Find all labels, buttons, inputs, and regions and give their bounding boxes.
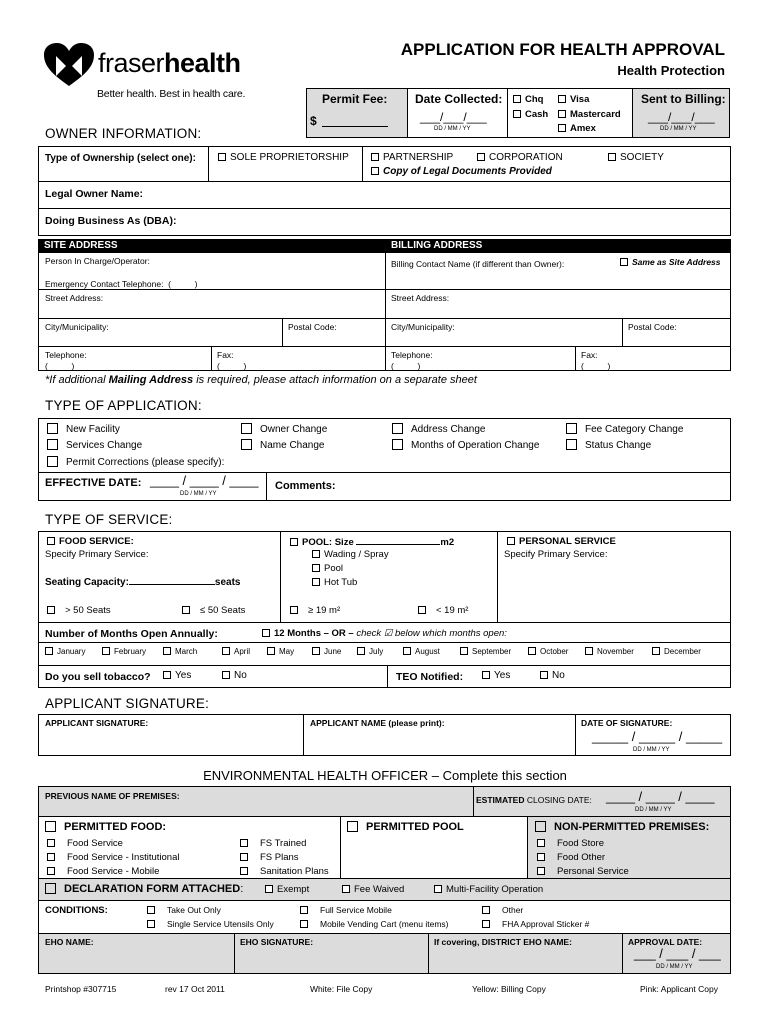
pay-cash-checkbox[interactable]: Cash <box>513 109 548 120</box>
site-telephone-paren: ( ) <box>45 361 75 371</box>
billing-telephone-label: Telephone: <box>391 350 433 360</box>
signature-date-format: DD / MM / YY <box>633 747 670 753</box>
approval-date-format: DD / MM / YY <box>656 964 693 970</box>
pay-chq-checkbox[interactable]: Chq <box>513 94 543 105</box>
specify-personal-label: Specify Primary Service: <box>504 549 608 560</box>
org-name-light: fraser <box>98 48 165 78</box>
month-july-checkbox[interactable]: July <box>357 647 383 656</box>
month-march-checkbox[interactable]: March <box>163 647 197 656</box>
status-change-checkbox[interactable]: Status Change <box>566 439 651 451</box>
estimated-closing-label: ESTIMATED CLOSING DATE: <box>476 795 592 805</box>
effective-date-input[interactable]: ____ / ____ / ____ <box>150 473 259 488</box>
new-facility-checkbox[interactable]: New Facility <box>47 423 120 435</box>
name-change-checkbox[interactable]: Name Change <box>241 439 324 451</box>
permit-fee-input[interactable] <box>322 114 388 127</box>
pool-size-input[interactable] <box>356 536 440 545</box>
multi-facility-checkbox[interactable]: Multi-Facility Operation <box>434 884 543 895</box>
billing-contact-label: Billing Contact Name (if different than Owner): <box>391 259 565 269</box>
fs-trained-checkbox[interactable]: FS Trained <box>240 838 306 849</box>
food-institutional-checkbox[interactable]: Food Service - Institutional <box>47 852 179 863</box>
fha-sticker-checkbox[interactable]: FHA Approval Sticker # <box>482 919 589 929</box>
food-mobile-checkbox[interactable]: Food Service - Mobile <box>47 866 159 877</box>
conditions-label: CONDITIONS: <box>45 905 108 916</box>
comments-label: Comments: <box>275 480 336 492</box>
sent-to-billing-input[interactable]: ___/___/___ <box>648 110 715 124</box>
under-19m2-checkbox[interactable]: < 19 m² <box>418 605 468 616</box>
services-change-checkbox[interactable]: Services Change <box>47 439 142 451</box>
hot-tub-checkbox[interactable]: Hot Tub <box>312 577 357 588</box>
date-of-signature-input[interactable]: _____ / _____ / _____ <box>592 729 723 744</box>
specify-food-label: Specify Primary Service: <box>45 549 149 560</box>
personal-service-checkbox[interactable]: PERSONAL SERVICE <box>507 536 616 547</box>
date-collected-input[interactable]: ___/___/___ <box>420 110 487 124</box>
months-open-label: Number of Months Open Annually: <box>45 628 218 640</box>
month-february-checkbox[interactable]: February <box>102 647 146 656</box>
month-october-checkbox[interactable]: October <box>528 647 568 656</box>
approval-date-label: APPROVAL DATE: <box>628 937 703 947</box>
billing-street-label: Street Address: <box>391 293 450 303</box>
fs-plans-checkbox[interactable]: FS Plans <box>240 852 299 863</box>
month-checkboxes <box>45 647 731 661</box>
applicant-signature-heading: APPLICANT SIGNATURE: <box>45 696 210 711</box>
ownership-type-label: Type of Ownership (select one): <box>45 153 196 164</box>
legal-owner-name-label: Legal Owner Name: <box>45 188 144 200</box>
copy-legal-docs-checkbox[interactable]: Copy of Legal Documents Provided <box>371 166 552 177</box>
month-december-checkbox[interactable]: December <box>652 647 701 656</box>
permit-fee-label: Permit Fee: <box>322 92 388 106</box>
food-service-checkbox[interactable]: FOOD SERVICE: <box>47 536 134 547</box>
billing-telephone-paren: ( ) <box>391 361 421 371</box>
address-change-checkbox[interactable]: Address Change <box>392 423 486 435</box>
sole-proprietorship-checkbox[interactable]: SOLE PROPRIETORSHIP <box>218 152 349 163</box>
partnership-checkbox[interactable]: PARTNERSHIP <box>371 152 453 163</box>
permitted-pool-checkbox[interactable]: PERMITTED POOL <box>347 821 464 833</box>
month-november-checkbox[interactable]: November <box>585 647 634 656</box>
fee-waived-checkbox[interactable]: Fee Waived <box>342 884 404 895</box>
exempt-checkbox[interactable]: Exempt <box>265 884 309 895</box>
sanitation-plans-checkbox[interactable]: Sanitation Plans <box>240 866 329 877</box>
applicant-signature-label: APPLICANT SIGNATURE: <box>45 718 149 728</box>
heart-logo-icon <box>42 42 96 88</box>
eho-signature-label: EHO SIGNATURE: <box>240 937 314 947</box>
previous-name-label: PREVIOUS NAME OF PREMISES: <box>45 791 180 801</box>
billing-city-label: City/Municipality: <box>391 322 455 332</box>
food-store-checkbox[interactable]: Food Store <box>537 838 604 849</box>
form-subtitle: Health Protection <box>617 63 725 78</box>
pool-checkbox[interactable]: POOL: Size m2 <box>290 536 454 548</box>
site-street-label: Street Address: <box>45 293 104 303</box>
person-in-charge-label: Person In Charge/Operator: <box>45 256 150 266</box>
same-as-site-checkbox[interactable]: Same as Site Address <box>620 257 721 267</box>
date-collected-label: Date Collected: <box>415 92 503 106</box>
pool-option-checkbox[interactable]: Pool <box>312 563 343 574</box>
org-name-bold: health <box>164 48 241 78</box>
site-city-label: City/Municipality: <box>45 322 109 332</box>
mailing-address-note: *If additional Mailing Address is required, please attach information on a separate sheet <box>45 374 477 386</box>
month-september-checkbox[interactable]: September <box>460 647 511 656</box>
sent-billing-format: DD / MM / YY <box>660 126 697 132</box>
month-may-checkbox[interactable]: May <box>267 647 294 656</box>
pay-amex-checkbox[interactable]: Amex <box>558 123 596 134</box>
pink-copy: Pink: Applicant Copy <box>640 984 718 994</box>
eho-heading: ENVIRONMENTAL HEALTH OFFICER – Complete this section <box>203 768 567 783</box>
month-august-checkbox[interactable]: August <box>403 647 440 656</box>
under-50-seats-checkbox[interactable]: ≤ 50 Seats <box>182 605 245 616</box>
eho-name-label: EHO NAME: <box>45 937 94 947</box>
pay-mastercard-checkbox[interactable]: Mastercard <box>558 109 621 120</box>
date-of-signature-label: DATE OF SIGNATURE: <box>581 718 673 728</box>
food-other-checkbox[interactable]: Food Other <box>537 852 605 863</box>
pay-visa-checkbox[interactable]: Visa <box>558 94 589 105</box>
billing-address-heading: BILLING ADDRESS <box>385 239 731 253</box>
permitted-food-checkbox[interactable]: PERMITTED FOOD: <box>45 821 166 833</box>
teo-notified-label: TEO Notified: <box>396 671 464 683</box>
months-change-checkbox[interactable]: Months of Operation Change <box>392 439 539 451</box>
single-use-checkbox[interactable]: Single Service Utensils Only <box>147 919 274 929</box>
effective-date-label: EFFECTIVE DATE: <box>45 477 142 489</box>
seating-capacity-input[interactable] <box>129 575 215 585</box>
estimated-closing-input[interactable]: ____ / ____ / ____ <box>606 789 715 804</box>
applicant-name-label: APPLICANT NAME (please print): <box>310 718 445 728</box>
teo-no-checkbox[interactable]: No <box>540 670 565 681</box>
revision-date: rev 17 Oct 2011 <box>165 984 225 994</box>
form-title: APPLICATION FOR HEALTH APPROVAL <box>400 40 725 59</box>
corporation-checkbox[interactable]: CORPORATION <box>477 152 563 163</box>
billing-fax-paren: ( ) <box>581 361 611 371</box>
declaration-checkbox[interactable]: DECLARATION FORM ATTACHED: <box>45 883 243 895</box>
site-postal-label: Postal Code: <box>288 322 337 332</box>
month-january-checkbox[interactable]: January <box>45 647 85 656</box>
sent-to-billing-label: Sent to Billing: <box>641 92 726 106</box>
tobacco-no-checkbox[interactable]: No <box>222 670 247 681</box>
tobacco-label: Do you sell tobacco? <box>45 671 151 683</box>
over-19m2-checkbox[interactable]: ≥ 19 m² <box>290 605 340 616</box>
site-fax-paren: ( ) <box>217 361 247 371</box>
billing-fax-label: Fax: <box>581 350 598 360</box>
closing-date-format: DD / MM / YY <box>635 807 672 813</box>
fee-category-change-checkbox[interactable]: Fee Category Change <box>566 423 683 435</box>
tobacco-yes-checkbox[interactable]: Yes <box>163 670 191 681</box>
over-50-seats-checkbox[interactable]: > 50 Seats <box>47 605 111 616</box>
other-checkbox[interactable]: Other <box>482 905 523 915</box>
teo-yes-checkbox[interactable]: Yes <box>482 670 510 681</box>
dollar-sign: $ <box>310 114 317 128</box>
seating-capacity-label: Seating Capacity: seats <box>45 577 241 588</box>
site-address-heading: SITE ADDRESS <box>38 239 385 253</box>
owner-info-heading: OWNER INFORMATION: <box>45 126 202 141</box>
personal-service-eho-checkbox[interactable]: Personal Service <box>537 866 629 877</box>
approval-date-input[interactable]: ___ / ___ / ___ <box>634 946 721 961</box>
take-out-checkbox[interactable]: Take Out Only <box>147 905 221 915</box>
wading-spray-checkbox[interactable]: Wading / Spray <box>312 549 389 560</box>
full-mobile-checkbox[interactable]: Full Service Mobile <box>300 905 392 915</box>
food-service-eho-checkbox[interactable]: Food Service <box>47 838 123 849</box>
effective-date-format: DD / MM / YY <box>180 491 217 497</box>
site-telephone-label: Telephone: <box>45 350 87 360</box>
white-copy: White: File Copy <box>310 984 373 994</box>
printshop-number: Printshop #307715 <box>45 984 117 994</box>
month-april-checkbox[interactable]: April <box>222 647 250 656</box>
service-type-heading: TYPE OF SERVICE: <box>45 512 173 527</box>
month-june-checkbox[interactable]: June <box>312 647 341 656</box>
application-type-heading: TYPE OF APPLICATION: <box>45 398 202 413</box>
tagline: Better health. Best in health care. <box>97 88 246 100</box>
dba-label: Doing Business As (DBA): <box>45 215 177 227</box>
date-collected-format: DD / MM / YY <box>434 126 471 132</box>
non-permitted-checkbox[interactable]: NON-PERMITTED PREMISES: <box>535 821 709 833</box>
twelve-months-checkbox[interactable]: 12 Months – OR – check ☑ below which months open: <box>262 628 507 639</box>
owner-change-checkbox[interactable]: Owner Change <box>241 423 327 435</box>
permit-corrections-checkbox[interactable]: Permit Corrections (please specify): <box>47 456 224 468</box>
vending-cart-checkbox[interactable]: Mobile Vending Cart (menu items) <box>300 919 449 929</box>
yellow-copy: Yellow: Billing Copy <box>472 984 546 994</box>
district-eho-label: If covering, DISTRICT EHO NAME: <box>434 937 572 947</box>
emergency-phone-label: Emergency Contact Telephone: ( ) <box>45 279 198 289</box>
billing-postal-label: Postal Code: <box>628 322 677 332</box>
society-checkbox[interactable]: SOCIETY <box>608 152 664 163</box>
site-fax-label: Fax: <box>217 350 234 360</box>
